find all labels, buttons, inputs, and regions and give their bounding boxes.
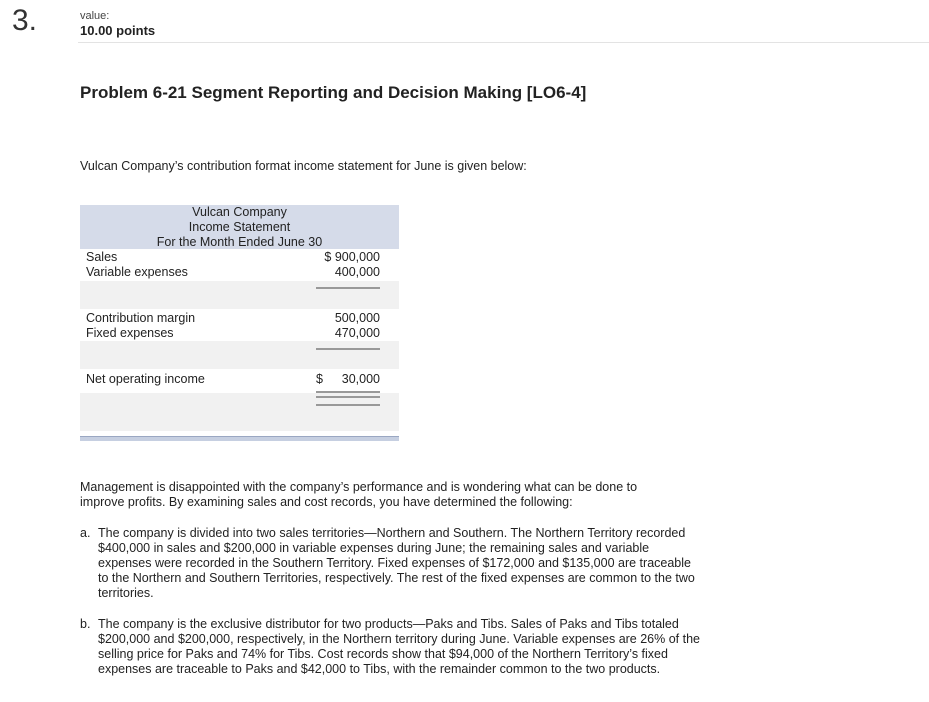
list-item-text: The company is divided into two sales territories—Northern and Southern. The Northern Territory recorded $400,000 in sales and $200,000 in variable expenses during June; the remaining sales and variable expenses were recorded in the Southern Territory. Fixed expenses of $172,000 and $135,000 are traceable to the Northern and Southern Territories, respectively. The rest of the fixed expenses are common to the two territories.	[98, 526, 695, 600]
list-item	[80, 526, 700, 601]
management-paragraph: Management is disappointed with the company’s performance and is wondering what can be done to improve profits. By examining sales and cost records, you have determined the following:	[80, 480, 638, 509]
contribution-margin-value: 500,000	[334, 311, 380, 325]
row-band	[80, 341, 399, 369]
company-name: Vulcan Company	[192, 205, 287, 219]
variable-expenses-label: Variable expenses	[86, 265, 188, 279]
net-operating-income-label: Net operating income	[86, 372, 205, 386]
findings-list	[80, 526, 700, 693]
net-operating-income-dollar: $	[316, 372, 323, 386]
list-item-text: The company is the exclusive distributor for two products—Paks and Tibs. Sales of Paks and Tibs totaled $200,000 and $200,000, respectively, in the Northern territory during June. Variable expenses are 26% of the selling price for Paks and 74% for Tibs. Cost records show that $94,000 of the Northern Territory’s fixed expenses are traceable to Paks and $42,000 to Tibs, with the remainder common to the two products.	[98, 617, 700, 676]
problem-title: Problem 6-21 Segment Reporting and Decision Making [LO6-4]	[80, 83, 587, 102]
value-label: value:	[80, 10, 110, 22]
net-operating-income-value: 30,000	[341, 372, 380, 386]
double-rule-top	[316, 391, 380, 393]
row-band	[80, 393, 399, 431]
subtotal-rule	[316, 348, 380, 350]
list-item	[80, 617, 700, 677]
question-number: 3.	[12, 4, 38, 37]
points-value: 10.00 points	[80, 23, 156, 38]
list-marker: b.	[80, 617, 91, 631]
fixed-expenses-value: 470,000	[334, 326, 380, 340]
contribution-margin-label: Contribution margin	[86, 311, 196, 325]
header-divider	[78, 42, 929, 43]
sales-value: $ 900,000	[324, 250, 380, 264]
fixed-expenses-label: Fixed expenses	[86, 326, 174, 340]
sales-label: Sales	[86, 250, 118, 264]
problem-intro: Vulcan Company’s contribution format income statement for June is given below:	[80, 159, 527, 173]
statement-period: For the Month Ended June 30	[156, 235, 323, 249]
total-rule	[316, 404, 380, 406]
list-marker: a.	[80, 526, 91, 540]
table-bottom-border	[80, 436, 399, 441]
subtotal-rule	[316, 287, 380, 289]
variable-expenses-value: 400,000	[334, 265, 380, 279]
double-rule-bottom	[316, 396, 380, 398]
income-statement-table	[80, 205, 399, 441]
row-band	[80, 281, 399, 309]
statement-name: Income Statement	[188, 220, 291, 234]
